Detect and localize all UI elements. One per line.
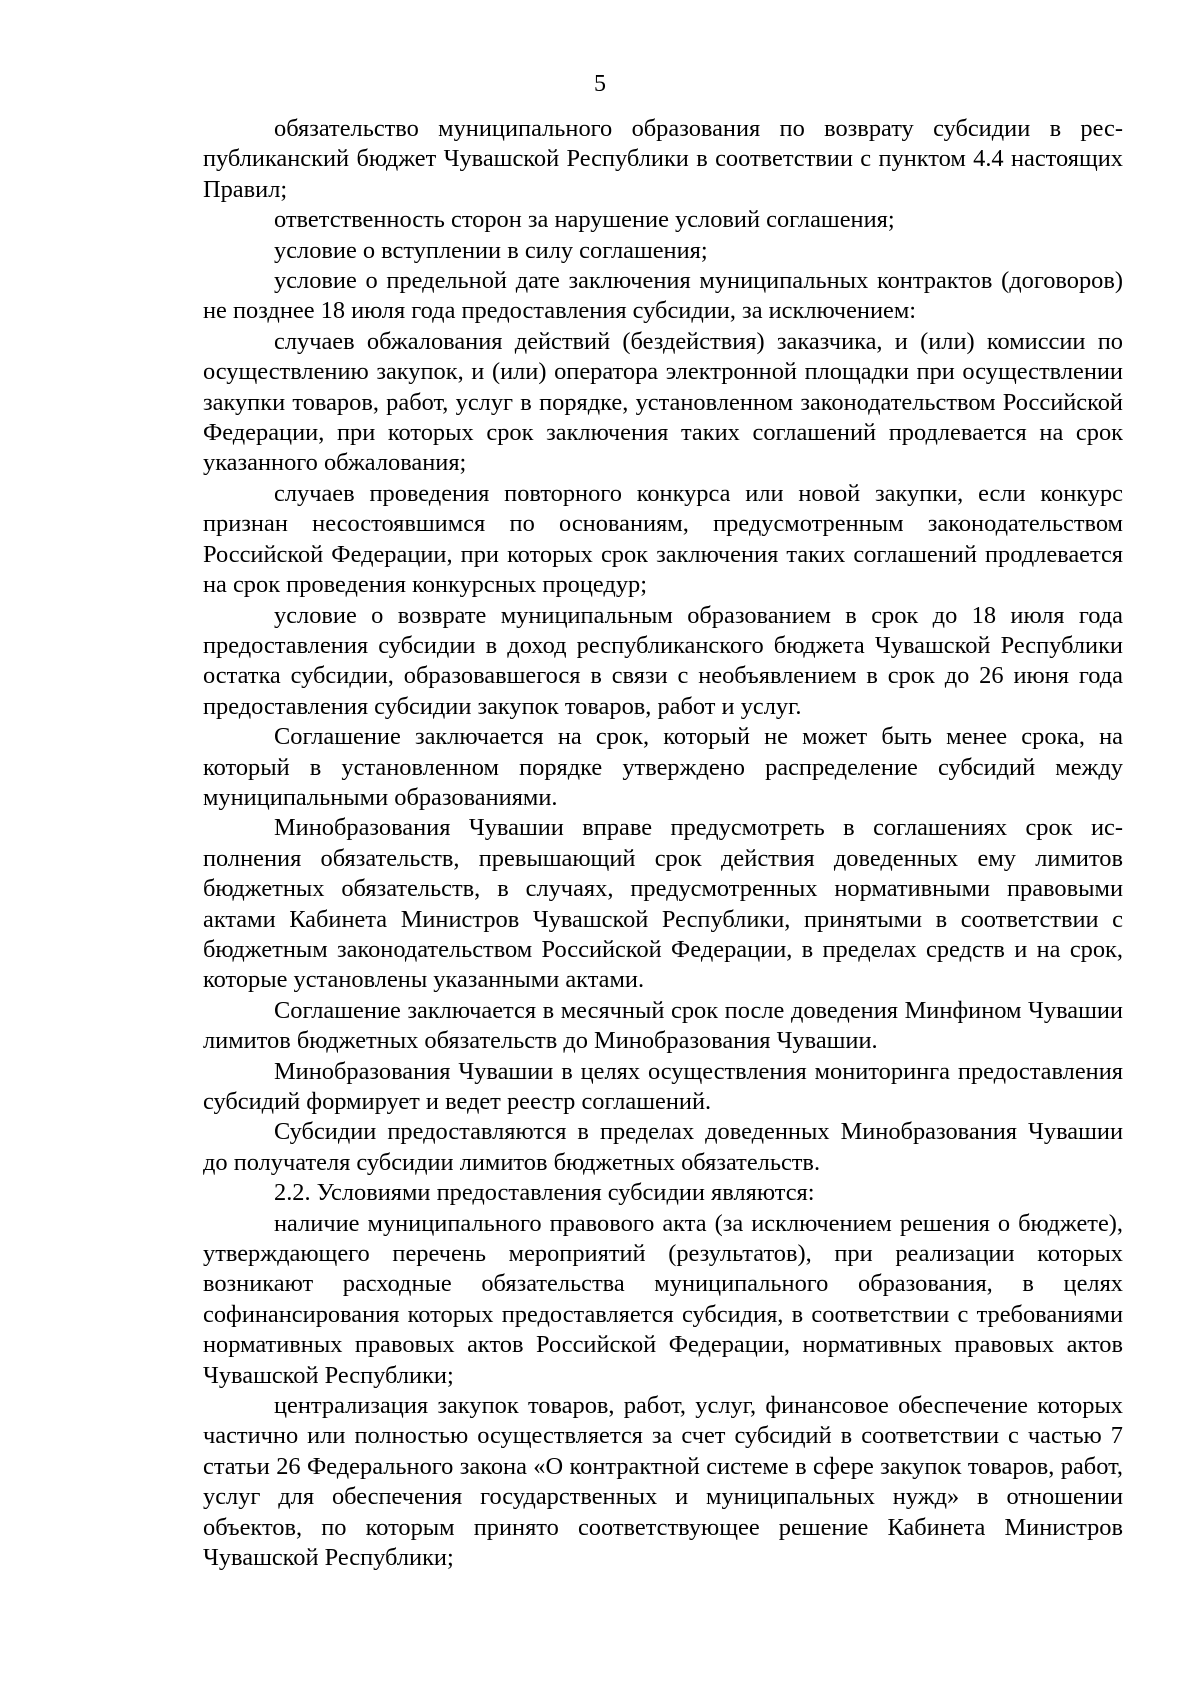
paragraph-contract-deadline: условие о предельной дате заключения муниципальных контрактов (договоров) не позднее 18 июля года предоставления субсидии, за исключением: xyxy=(203,267,1123,325)
paragraph-entry-into-force: условие о вступлении в силу соглашения; xyxy=(274,236,708,264)
paragraph-obligation-period: Минобразования Чувашии вправе предусмотреть в соглашениях срок исполнения обязательств, превышающий срок действия доведенных ему лимитов бюджетных обязательств, в случаях, предусмотренных нормативными правовыми актами Кабинета Министров Чувашской Республики, принятыми в соответствии с бюджетным законодательством Российской Федерации, в пределах средств и на срок, которые установлены указанными актами. xyxy=(203,814,1123,994)
paragraph-agreement-timing: Соглашение заключается в месячный срок после доведения Минфином Чувашии лимитов бюджетных обязательств до Минобразования Чувашии. xyxy=(203,996,1123,1055)
paragraph-subsidy-balance-return: условие о возврате муниципальным образованием в срок до 18 июля года предоставления субсидии в доход республиканского бюджета Чувашской Республики остатка субсидии, образовавшегося в связи с необъявлением в срок до 26 июня года предоставления субсидии закупок товаров, работ и услуг. xyxy=(203,601,1123,720)
paragraph-repeat-tender-exception: случаев проведения повторного конкурса или новой закупки, если конкурс признан несостоявшимся по основаниям, предусмотренным законодательством Российской Федерации, при которых срок заключения таких соглашений продлевается на срок проведения конкурсных процедур; xyxy=(203,479,1123,599)
paragraph-agreement-term: Соглашение заключается на срок, который не может быть менее срока, на который в установленном порядке утверждено распределение субсидий между муниципальными образованиями. xyxy=(203,723,1123,811)
document-body xyxy=(203,114,1123,1574)
paragraph-agreement-registry: Минобразования Чувашии в целях осуществления мониторинга предоставления субсидий формирует и ведет реестр соглашений. xyxy=(203,1057,1123,1115)
paragraph-appeal-exception: случаев обжалования действий (бездействия) заказчика, и (или) комиссии по осуществлению закупок, и (или) оператора электронной площадки при осуществлении закупки товаров, работ, услуг в порядке, установленном законодательством Российской Федерации, при которых срок заключения таких соглашений продлевается на срок указанного обжалования; xyxy=(203,327,1123,477)
paragraph-procurement-centralization: централизация закупок товаров, работ, услуг, финансовое обеспечение которых частично или полностью осуществляется за счет субсидий в соответствии с частью 7 статьи 26 Федерального закона «О контрактной системе в сфере закупок товаров, работ, услуг для обеспечения государственных и муниципальных нужд» в отношении объектов, по которым принято соответствующее решение Кабинета Министров Чувашской Республики; xyxy=(203,1392,1123,1572)
paragraph-liability: ответственность сторон за нарушение условий соглашения; xyxy=(274,206,895,234)
paragraph-legal-act-condition: наличие муниципального правового акта (за исключением решения о бюджете), утверждающего перечень мероприятий (результатов), при реализации которых возникают расходные обязательства муниципального образования, в целях софинансирования которых предоставляется субсидия, в соответствии с требованиями нормативных правовых актов Российской Федерации, нормативных правовых актов Чувашской Республики; xyxy=(203,1209,1123,1389)
paragraph-section-2-2-heading: 2.2. Условиями предоставления субсидии являются: xyxy=(274,1179,815,1207)
paragraph-budget-limits: Субсидии предоставляются в пределах доведенных Минобразования Чувашии до получателя субсидии лимитов бюджетных обязательств. xyxy=(203,1118,1123,1176)
paragraph-return-obligation: обязательство муниципального образования по возврату субсидии в республиканский бюджет Чувашской Республики в соответствии с пунктом 4.4 настоящих Правил; xyxy=(203,115,1123,203)
page-number: 5 xyxy=(594,71,606,97)
